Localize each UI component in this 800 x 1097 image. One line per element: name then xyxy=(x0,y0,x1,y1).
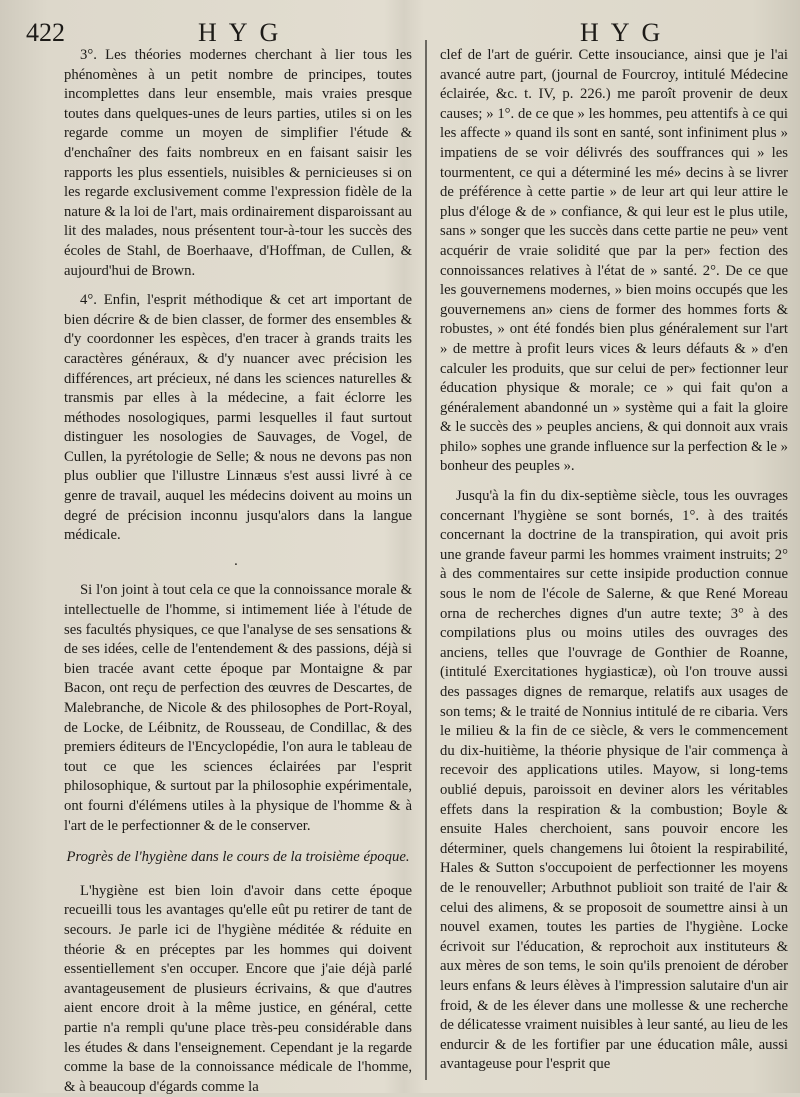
section-heading: Progrès de l'hygiène dans le cours de la troisième époque. xyxy=(66,849,410,866)
running-head-left: HYG xyxy=(198,18,291,47)
paragraph-seventeenth-century: Jusqu'à la fin du dix-septième siècle, tous les ouvrages concernant l'hygiène se sont bornés, 1°. à des traités concernant la doctrine de la transpiration, qui avoit pris une grande faveur parmi les hommes vraiment instruits; 2° à des commentaires sur cette insipide production connue sous le nom de l'école de Salerne, & que René Moreau orna de recherches dignes d'un autre texte; 3° à des compilations plus ou moins utiles des ouvrages des anciens, telles que l'ouvrage de Gonthier de Roanne, (intitulé Exercitationes hygiasticæ), où l'on trouve aussi des passages dignes de remarque, relatifs aux usages de son tems; & le traité de Nonnius intitulé de re cibaria. Vers le milieu & la fin de ce siècle, & vers le commencement du dix-huitième, la théorie physique de l'air commença à recevoir des applications utiles. Mayow, si long-tems oublié depuis, paroissoit en deviner alors les véritables effets dans la respiration & la combustion; Boyle & ensuite Hales cherchoient, sans pouvoir encore les déterminer, quels changemens lui ôtoient la respirabilité, Hales & Sutton s'occupoient de perfectionner les moyens de le renouveller; Arbuthnot publioit son traité de l'air & celui des alimens, & se proposoit de soumettre ainsi à un nouvel examen, toutes les parties de l'hygiène. Locke écrivoit sur l'éducation, & reprochoit aux instituteurs & aux mères de son tems, le soin qu'ils prenoient de dérober leurs enfans & leurs élèves à l'impression salutaire d'un air froid, & de les élever dans une mollesse & une recherche de délicatesse vraiment nuisibles à leur santé, au lieu de les endurcir & de les fortifier par une éducation mâle, aussi avantageuse pour l'esprit que xyxy=(440,488,788,1073)
page-number: 422 xyxy=(26,18,65,47)
column-divider xyxy=(425,40,427,1080)
left-column xyxy=(64,46,412,1095)
right-column xyxy=(440,46,788,1076)
paragraph-methodical-spirit: 4°. Enfin, l'esprit méthodique & cet art important de bien décrire & de bien classer, de former des ensembles & d'y coordonner les espèces, d'en tracer à grands traits les caractères généraux, & d'y nuancer avec précision les différences, art précieux, né dans les sciences naturelles & transmis par elles à la médecine, a fait éclorre les méthodes nosologiques, parmi lesquelles il faut surtout distinguer les nosologies de Sauvages, de Vogel, de Cullen, la pyrétologie de Selle; & nous ne devons pas non plus oublier que l'illustre Linnæus s'est aussi livré à ce genre de travail, auquel les médecins doivent au moins un degré de précision inconnu jusqu'alors dans la langue médicale. xyxy=(64,292,412,544)
paragraph-theories: 3°. Les théories modernes cherchant à lier tous les phénomènes à un petit nombre de principes, toutes incomplettes dans leur ensemble, mais vraies presque toutes dans quelques-unes de leurs parties, utiles si on les regarde comme un moyen de simplifier l'étude & d'enchaîner des faits nombreux en en faisant saisir les rapports les plus essentiels, nuisibles & pernicieuses si on les regarde exclusivement comme l'expression fidèle de la nature & la loi de l'art, mais ordinairement disparoissant au lit des malades, nous présentent tour-à-tour les succès des écoles de Stahl, de Boerhaave, d'Hoffman, de Cullen, & aujourd'hui de Brown. xyxy=(64,47,412,279)
paragraph-quote-causes: clef de l'art de guérir. Cette insouciance, ainsi que je l'ai avancé autre part, (journal de Fourcroy, intitulé Médecine éclairée, &c. t. IV, p. 226.) me paroît provenir de deux causes; » 1°. de ce que » les hommes, peu attentifs à ce qui les affecte » quand ils sont en santé, sont infiniment plus » impatiens de se voir délivrés des souffrances qui » les tourmentent, ce qui a déterminé les mé» decins à se livrer de préférence à cette partie » de leur art qui leur attire le plus d'éloge & de » confiance, & qui leur est le plus utile, sans » songer que les succès dans cette partie ne peu» vent acquérir de vraie solidité que par la per» fection des connoissances relatives à l'état de » santé. 2°. De ce que les gouvernemens modernes, » bien moins occupés que les gouvernemens an» ciens de former des hommes forts & robustes, » ont été fondés bien plus généralement sur l'art » de mettre à profit leurs vices & leurs défauts & » d'en calculer les produits, que sur celui de per» fectionner leur éducation physique & morale; ce » qui fait qu'on a généralement abandonné un » système qui a fait la gloire & le succès des » peuples anciens, & qui donnoit aux vrais philo» sophes une grande influence sur la perfection & le » bonheur des peuples ». xyxy=(440,47,788,475)
running-head-right: HYG xyxy=(580,18,673,47)
paragraph-hygiene-progress: L'hygiène est bien loin d'avoir dans cette époque recueilli tous les avantages qu'elle eût pu retirer de tant de secours. Je parle ici de l'hygiène méditée & réduite en théorie & en préceptes par les hommes qui doivent essentiellement s'en occuper. Encore que j'aie déjà parlé avantageusement de plusieurs écrivains, & que d'autres aient encore droit à la même justice, en général, cette partie n'a rempli qu'une place très-peu considérable dans les études & dans l'enseignement. Cependant je la regarde comme la base de la connoissance médicale de l'homme, & à beaucoup d'égards comme la xyxy=(64,882,412,1095)
paragraph-moral-knowledge: Si l'on joint à tout cela ce que la connoissance morale & intellectuelle de l'homme, si intimement liée à l'étude de ses facultés physiques, ce que l'analyse de ses sensations & de ses idées, celle de l'entendement & des passions, déjà si bien tracée avant cette époque par Montaigne & par Bacon, ont reçu de perfection des œuvres de Descartes, de Malebranche, de Nicole & des philosophes de Port-Royal, de Locke, de Léibnitz, de Rousseau, de Condillac, & des premiers éditeurs de l'Encyclopédie, l'on aura le tableau de tout ce que les sciences éclairées par l'esprit philosophique, & surtout par la philosophie expérimentale, ont fourni d'élémens utiles à la physique de l'homme & à l'art de le perfectionner & de le conserver. xyxy=(64,582,412,834)
section-separator: · xyxy=(233,556,243,573)
